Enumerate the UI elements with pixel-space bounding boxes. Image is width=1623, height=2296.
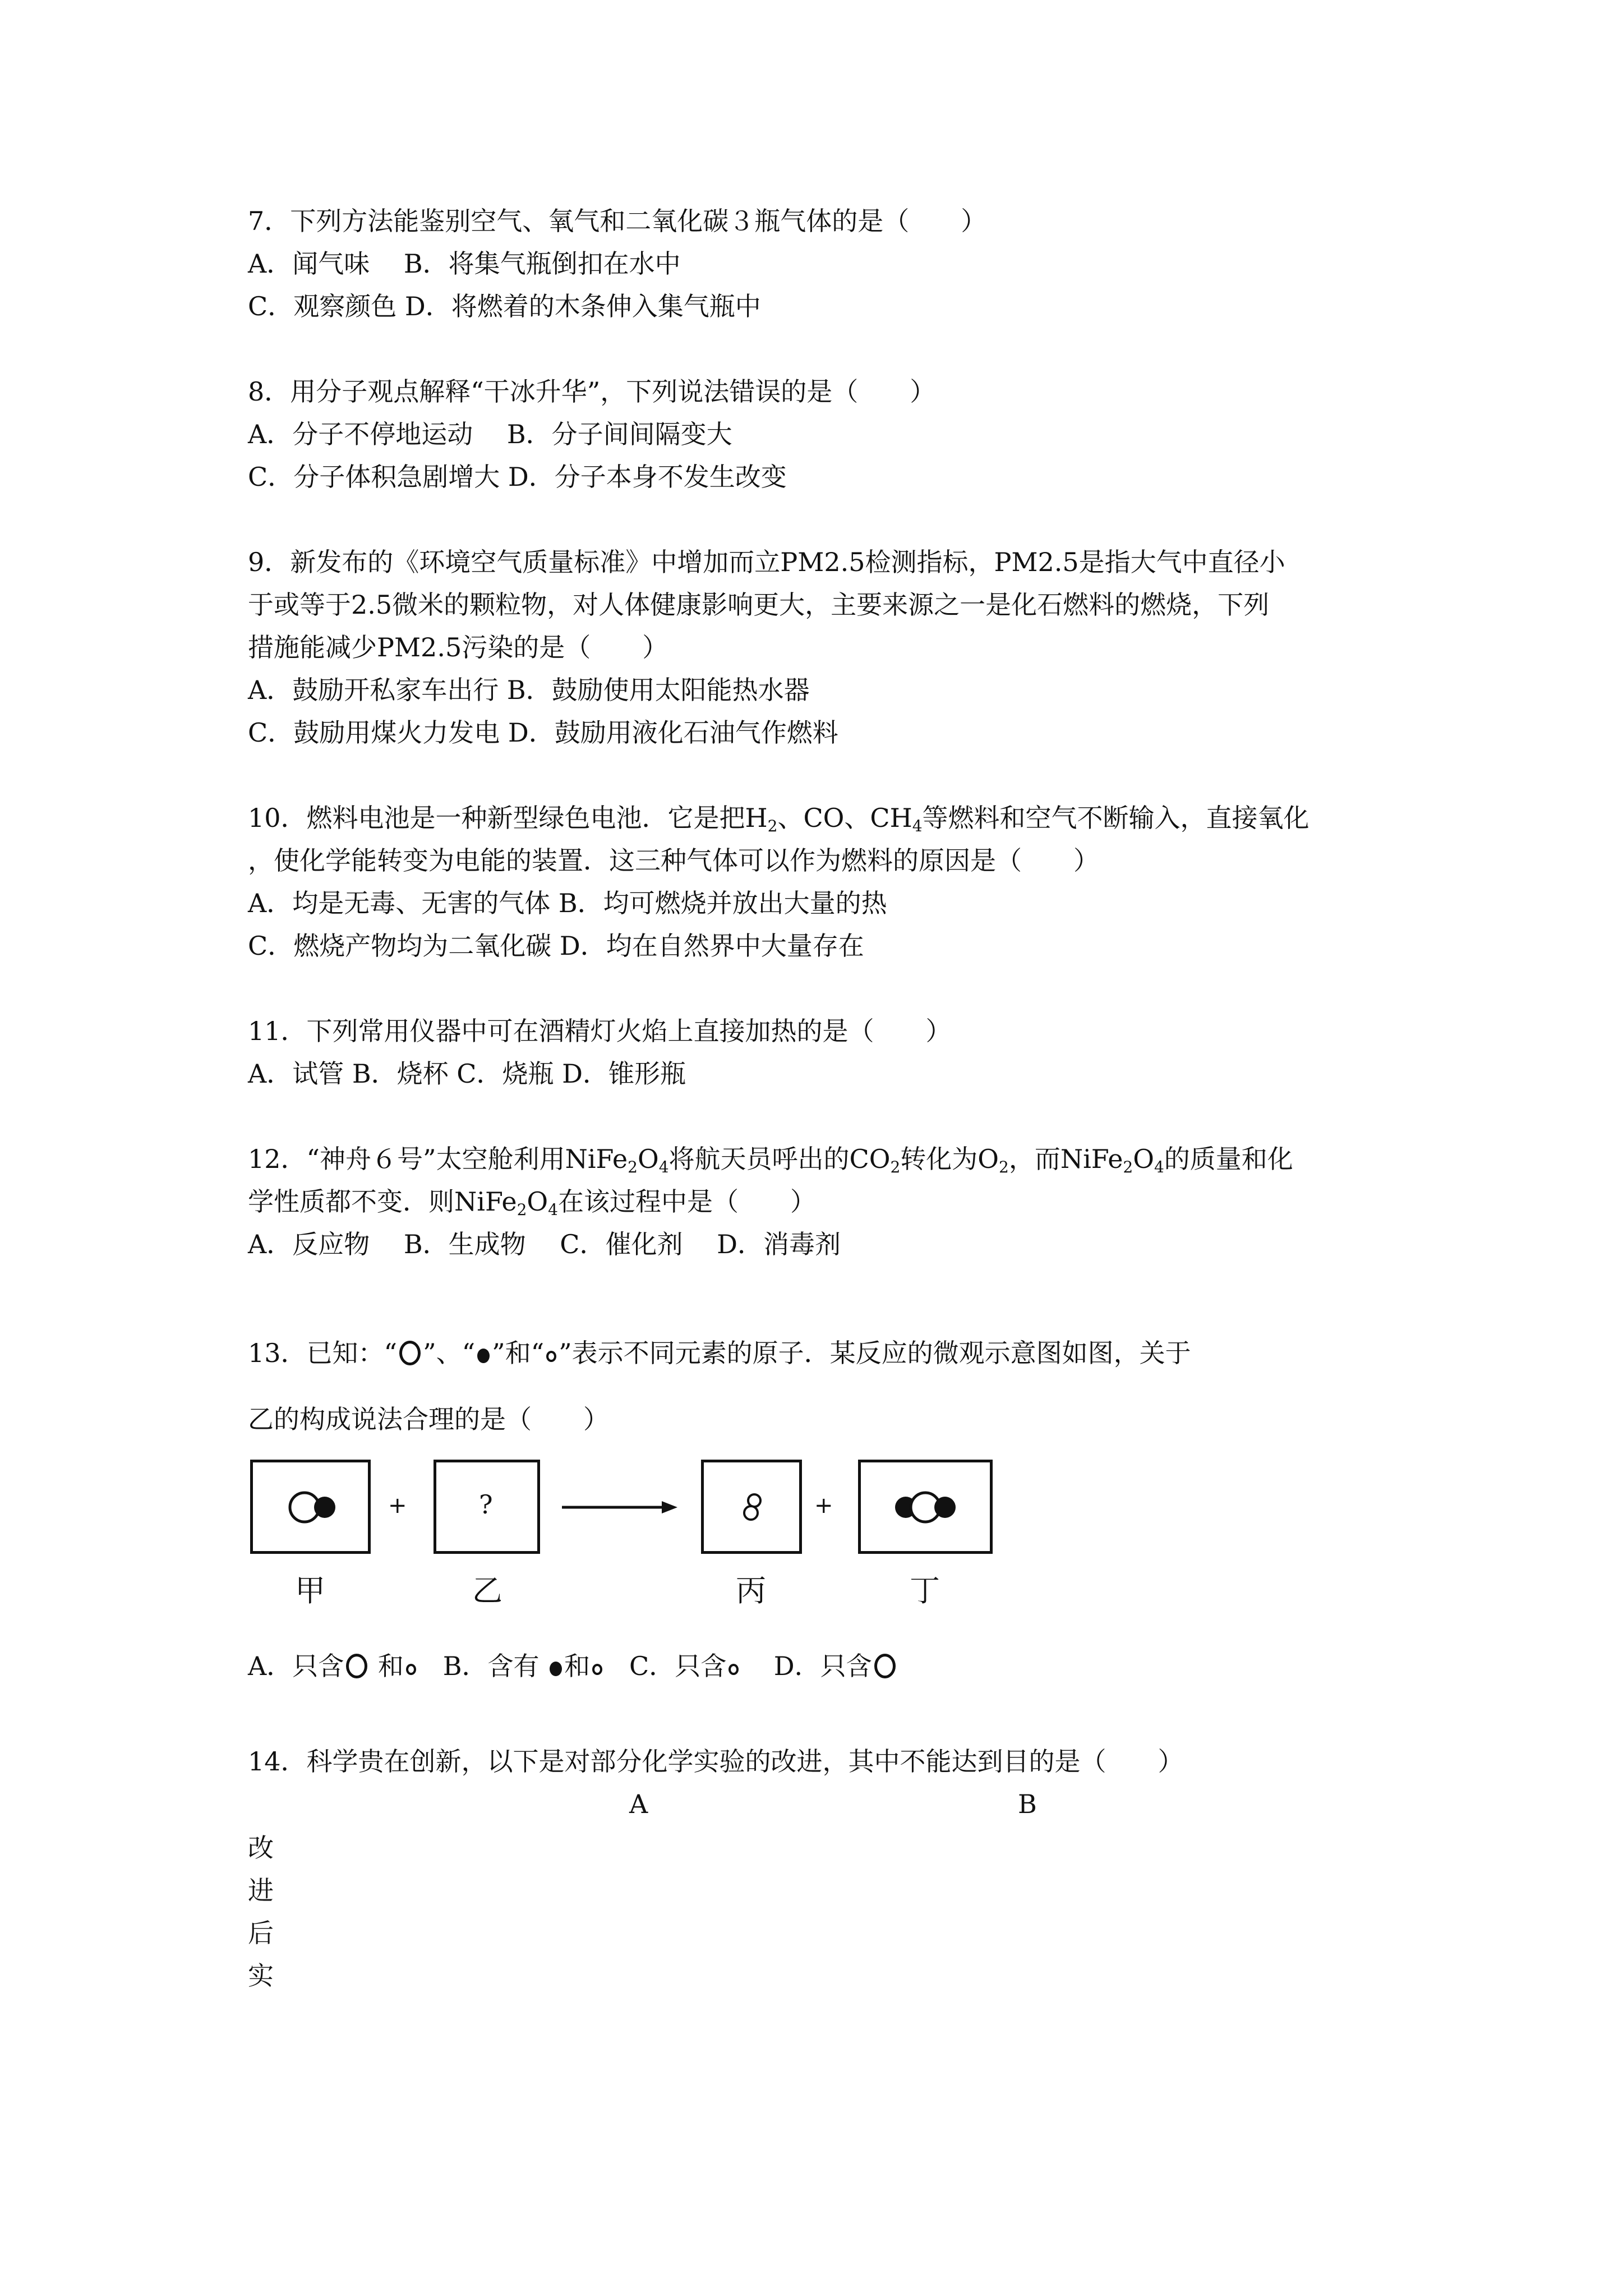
label-bing: 丙 — [736, 1573, 766, 1608]
plus-sign: + — [814, 1493, 833, 1519]
label-jia: 甲 — [295, 1573, 325, 1608]
molecule-jia-icon — [253, 1462, 368, 1551]
product-box-bing — [701, 1460, 802, 1554]
q13-options: A．只含 和 B．含有 和 C．只含 D．只含 — [248, 1649, 898, 1683]
reactant-box-jia — [250, 1460, 371, 1554]
q14-row-label-char: 后 — [248, 1918, 274, 1948]
large-open-circle-icon — [399, 1341, 421, 1365]
q14-column-b: B — [1018, 1789, 1037, 1819]
small-open-circle-icon — [546, 1351, 556, 1362]
q9-line2: 于或等于2.5微米的颗粒物，对人体健康影响更大，主要来源之一是化石燃料的燃烧，下列 — [248, 590, 1270, 620]
molecule-ding-icon — [861, 1462, 990, 1551]
q14-stem: 14．科学贵在创新，以下是对部分化学实验的改进，其中不能达到目的是（ ） — [248, 1746, 1184, 1777]
reactant-box-yi — [434, 1460, 540, 1554]
reaction-arrow-icon — [561, 1499, 679, 1516]
q8-options-ab: A．分子不停地运动 B．分子间间隔变大 — [248, 419, 732, 449]
plus-sign: + — [388, 1493, 407, 1519]
unknown-mark: ? — [479, 1489, 493, 1520]
q9-options-cd: C．鼓励用煤火力发电 D．鼓励用液化石油气作燃料 — [248, 717, 838, 748]
q12-options: A．反应物 B．生成物 C．催化剂 D．消毒剂 — [248, 1229, 841, 1259]
q10-line2: ，使化学能转变为电能的装置．这三种气体可以作为燃料的原因是（ ） — [248, 845, 1099, 876]
q12-line2: 学性质都不变．则$NiFe_2O_4$在该过程中是（ ） — [248, 1186, 816, 1219]
q10-line1: 10．燃料电池是一种新型绿色电池．它是把$H_2$、CO、$CH_4$等燃料和空气不断输入，直接氧化 — [248, 803, 1310, 835]
q9-line3: 措施能减少PM2.5污染的是（ ） — [248, 632, 668, 662]
q9-options-ab: A．鼓励开私家车出行 B．鼓励使用太阳能热水器 — [248, 675, 810, 705]
large-open-circle-icon — [874, 1654, 896, 1678]
q8-stem: 8．用分子观点解释“干冰升华”，下列说法错误的是（ ） — [248, 376, 936, 407]
q11-options: A．试管 B．烧杯 C．烧瓶 D．锥形瓶 — [248, 1059, 686, 1089]
small-open-circle-icon — [728, 1664, 739, 1675]
label-ding: 丁 — [910, 1573, 940, 1608]
q7-stem: 7．下列方法能鉴别空气、氧气和二氧化碳３瓶气体的是（ ） — [248, 206, 987, 236]
product-box-ding — [858, 1460, 993, 1554]
q12-line1: 12．“神舟６号”太空舱利用$NiFe_2O_4$将航天员呼出的$CO_2$转化为$O_2$，而$NiFe_2O_4$的质量和化 — [248, 1144, 1293, 1176]
q13-line2: 乙的构成说法合理的是（ ） — [248, 1404, 609, 1434]
q14-row-label-char: 实 — [248, 1961, 274, 1991]
large-open-circle-icon — [346, 1654, 367, 1678]
filled-dot-icon — [477, 1349, 490, 1363]
q11-stem: 11．下列常用仪器中可在酒精灯火焰上直接加热的是（ ） — [248, 1016, 952, 1046]
small-open-circle-icon — [406, 1664, 416, 1675]
q10-options-ab: A．均是无毒、无害的气体 B．均可燃烧并放出大量的热 — [248, 888, 887, 918]
q8-options-cd: C．分子体积急剧增大 D．分子本身不发生改变 — [248, 462, 787, 492]
q7-options-ab: A．闻气味 B．将集气瓶倒扣在水中 — [248, 249, 681, 279]
label-yi: 乙 — [472, 1573, 502, 1608]
q9-line1: 9．新发布的《环境空气质量标准》中增加而立PM2.5检测指标，PM2.5是指大气中直径小 — [248, 547, 1285, 577]
molecule-bing-icon — [704, 1462, 799, 1551]
q7-options-cd: C．观察颜色 D．将燃着的木条伸入集气瓶中 — [248, 291, 761, 321]
q14-row-label-char: 改 — [248, 1833, 274, 1863]
filled-dot-icon — [550, 1662, 562, 1676]
q14-column-a: A — [629, 1789, 648, 1819]
q13-line1: 13．已知：“ ”、“ ”和“ ”表示不同元素的原子．某反应的微观示意图如图，关于 — [248, 1338, 1191, 1368]
small-open-circle-icon — [592, 1664, 602, 1675]
q10-options-cd: C．燃烧产物均为二氧化碳 D．均在自然界中大量存在 — [248, 931, 864, 961]
q14-row-label-char: 进 — [248, 1875, 274, 1906]
